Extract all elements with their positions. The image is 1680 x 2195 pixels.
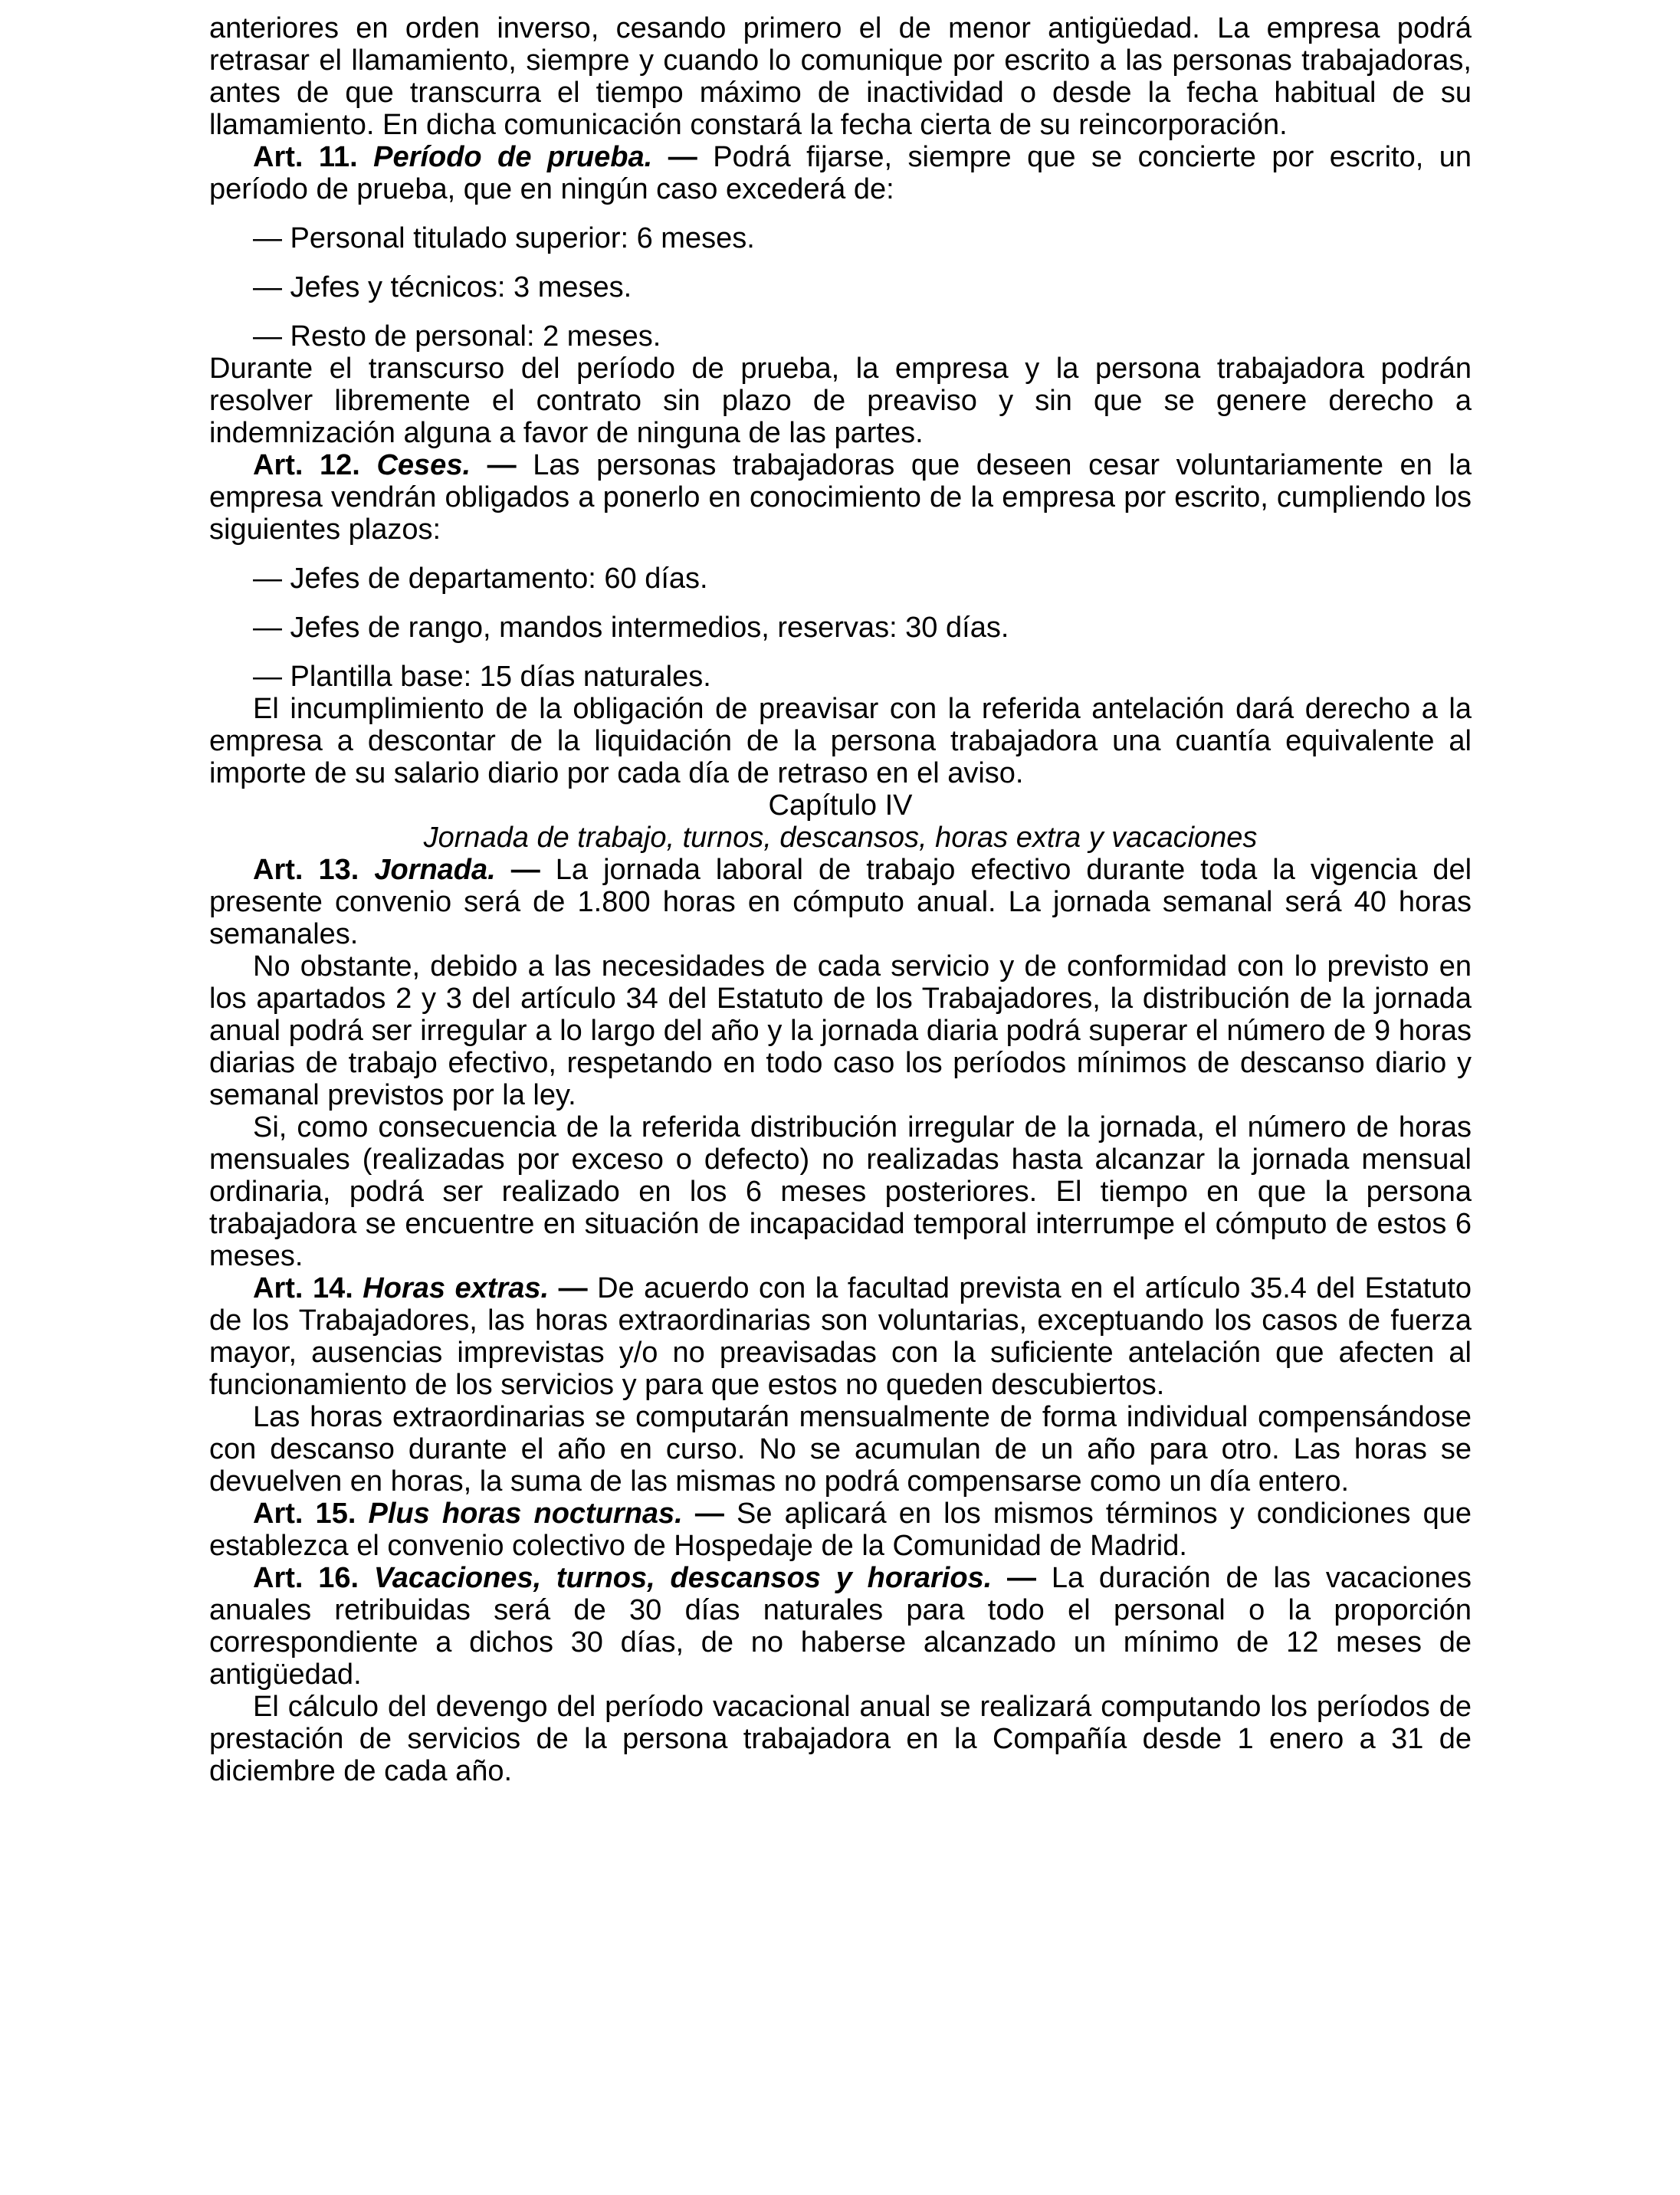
article-number: Art. 11. — [253, 141, 358, 173]
article-body: Se aplicará en los mismos términos y condiciones que establezca el convenio colectivo de Hospedaje de la Comunidad de Madrid. — [209, 1498, 1472, 1562]
article-title: Vacaciones, turnos, descansos y horarios. — [373, 1562, 993, 1594]
bullet-item: — Jefes de departamento: 60 días. — [253, 563, 708, 595]
paragraph: El incumplimiento de la obligación de preavisar con la referida antelación dará derecho a la empresa a descontar de la liquidación de la persona trabajadora una cuantía equivalente al importe de su salario diario por cada día de retraso en el aviso. — [209, 693, 1472, 789]
bullet-item: — Resto de personal: 2 meses. — [253, 320, 661, 353]
article-number: Art. 15. — [253, 1498, 356, 1530]
article-dash: — — [668, 141, 697, 173]
article-number: Art. 16. — [253, 1562, 359, 1594]
chapter-heading: Capítulo IV — [768, 789, 913, 822]
article-paragraph — [209, 1498, 1472, 1562]
article-dash: — — [487, 449, 517, 481]
article-title: Jornada. — [374, 854, 496, 886]
bullet-item: — Plantilla base: 15 días naturales. — [253, 661, 711, 693]
article-paragraph — [209, 1562, 1472, 1691]
article-dash: — — [558, 1272, 588, 1304]
article-body: Las personas trabajadoras que deseen cesar voluntariamente en la empresa vendrán obligados a ponerlo en conocimiento de la empresa por escrito, cumpliendo los siguientes plazos: — [209, 449, 1472, 546]
article-paragraph — [209, 449, 1472, 546]
bullet-item: — Jefes y técnicos: 3 meses. — [253, 271, 632, 303]
article-title: Horas extras. — [363, 1272, 550, 1304]
article-number: Art. 12. — [253, 449, 360, 481]
article-title: Plus horas nocturnas. — [368, 1498, 683, 1530]
article-number: Art. 14. — [253, 1272, 353, 1304]
paragraph: Durante el transcurso del período de prueba, la empresa y la persona trabajadora podrán resolver libremente el contrato sin plazo de preaviso y sin que se genere derecho a indemnización alguna a favor de ninguna de las partes. — [209, 353, 1472, 449]
chapter-subtitle: Jornada de trabajo, turnos, descansos, horas extra y vacaciones — [423, 822, 1258, 854]
paragraph: anteriores en orden inverso, cesando primero el de menor antigüedad. La empresa podrá retrasar el llamamiento, siempre y cuando lo comunique por escrito a las personas trabajadoras, antes de que transcurra el tiempo máximo de inactividad o desde la fecha habitual de su llamamiento. En dicha comunicación constará la fecha cierta de su reincorporación. — [209, 12, 1472, 141]
article-dash: — — [1007, 1562, 1037, 1594]
paragraph: Las horas extraordinarias se computarán mensualmente de forma individual compensándose con descanso durante el año en curso. No se acumulan de un año para otro. Las horas se devuelven en horas, la suma de las mismas no podrá compensarse como un día entero. — [209, 1401, 1472, 1498]
article-paragraph — [209, 141, 1472, 205]
article-number: Art. 13. — [253, 854, 359, 886]
article-body: La jornada laboral de trabajo efectivo durante toda la vigencia del presente convenio será de 1.800 horas en cómputo anual. La jornada semanal será 40 horas semanales. — [209, 854, 1472, 950]
article-body: De acuerdo con la facultad prevista en el artículo 35.4 del Estatuto de los Trabajadores, las horas extraordinarias son voluntarias, exceptuando los casos de fuerza mayor, ausencias imprevistas y/o no preavisadas con la suficiente antelación que afecten al funcionamiento de los servicios y para que estos no queden descubiertos. — [209, 1272, 1472, 1401]
article-title: Ceses. — [376, 449, 471, 481]
bullet-item: — Personal titulado superior: 6 meses. — [253, 222, 755, 254]
article-body: La duración de las vacaciones anuales retribuidas será de 30 días naturales para todo el personal o la proporción correspondiente a dichos 30 días, de no haberse alcanzado un mínimo de 12 meses de antigüedad. — [209, 1562, 1472, 1691]
paragraph: El cálculo del devengo del período vacacional anual se realizará computando los períodos de prestación de servicios de la persona trabajadora en la Compañía desde 1 enero a 31 de diciembre de cada año. — [209, 1691, 1472, 1787]
article-dash: — — [510, 854, 540, 886]
article-dash: — — [694, 1498, 724, 1530]
paragraph: No obstante, debido a las necesidades de cada servicio y de conformidad con lo previsto en los apartados 2 y 3 del artículo 34 del Estatuto de los Trabajadores, la distribución de la jornada anual podrá ser irregular a lo largo del año y la jornada diaria podrá superar el número de 9 horas diarias de trabajo efectivo, respetando en todo caso los períodos mínimos de descanso diario y semanal previstos por la ley. — [209, 950, 1472, 1111]
article-paragraph — [209, 1272, 1472, 1401]
article-title: Período de prueba. — [373, 141, 653, 173]
paragraph: Si, como consecuencia de la referida distribución irregular de la jornada, el número de horas mensuales (realizadas por exceso o defecto) no realizadas hasta alcanzar la jornada mensual ordinaria, podrá ser realizado en los 6 meses posteriores. El tiempo en que la persona trabajadora se encuentre en situación de incapacidad temporal interrumpe el cómputo de estos 6 meses. — [209, 1111, 1472, 1272]
article-body: Podrá fijarse, siempre que se concierte por escrito, un período de prueba, que en ningún caso excederá de: — [209, 141, 1472, 205]
article-paragraph — [209, 854, 1472, 950]
bullet-item: — Jefes de rango, mandos intermedios, reservas: 30 días. — [253, 612, 1009, 644]
